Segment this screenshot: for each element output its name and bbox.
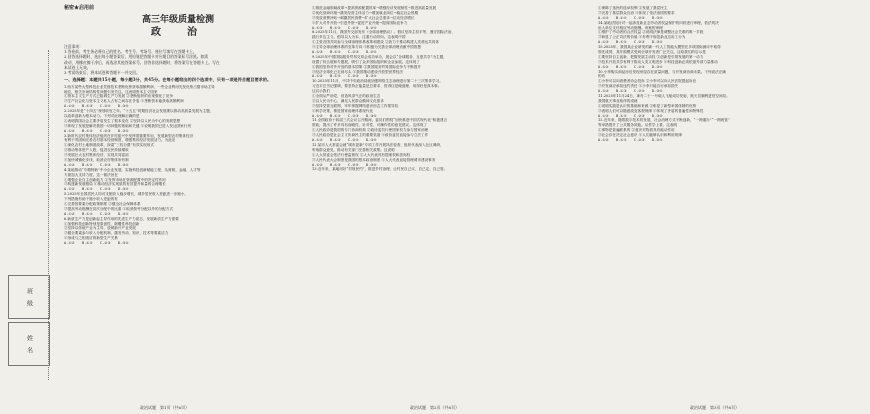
question-line: ①加强科技创新特别是原创性、颠覆性科技创新 (64, 221, 140, 226)
question-line: A.①② B.①④ C.②③ D.③④ (598, 113, 663, 118)
question-line: ④科学决策，推进国家治理体系现代化 (312, 108, 374, 113)
question-line: ①推进金融领域改革→提高资源配置效率→增强经济发展韧性→推进高质量发展 (312, 6, 437, 10)
question-line: 12.近年来，随着数字技术的发展，社会治理方式不断创新，“一网通办”“一网统管” (598, 118, 730, 123)
question-line: ①人民政协是我国的专门协商机构 ②政协委员行使国家权力参与国家治理 (312, 128, 429, 133)
question-line: ①表明我国社会主要矛盾发生了根本变化 ②坚持以人民为中心的发展思想 (64, 118, 181, 123)
question-line: ①主张各国共同参与全球治理体系改革和建设 ②致力于推动构建人类命运共同体 (312, 40, 439, 45)
column-3-questions (598, 6, 864, 143)
question-line: 下列措施有助于缩小收入差距的有 (64, 197, 118, 202)
question-line: A.①② B.①④ C.②③ D.③④ (598, 64, 663, 69)
question-line: 地位，相关市场结构性问题引发关注。这表明资本主义国家 (64, 89, 158, 94)
question-line: ③经济全球化已走到尽头 ④我国推动建设开放型世界经济 (312, 69, 403, 74)
question-line: A.①② B.①④ C.②③ D.③④ (598, 15, 663, 20)
question-line: A.①③ B.①④ C.②③ D.②④ (312, 50, 377, 55)
question-line: 听取群众意见，推动有关部门完善相关政策。这说明 (312, 147, 395, 152)
question-line: 方面加大支持力度。这一做法旨在 (64, 172, 118, 177)
column-2-questions (312, 6, 574, 172)
question-line: 5.2025年全国居民人均可支配收入稳步增长，城乡居民收入差距进一步缩小。 (64, 192, 188, 197)
question-line: ①人大常委会依法行使监督权 ②人大代表具有提案权和质询权 (312, 152, 411, 157)
question-line: ①小李可以向消费者协会投诉 ②小李可以向人民法院提起诉讼 (598, 79, 697, 84)
question-line: A.①② B.①④ C.②③ D.③④ (312, 113, 377, 118)
question-line: A.①② B.①④ C.②③ D.③④ (64, 162, 129, 167)
column-1-questions (64, 85, 292, 246)
notice-line: 本试卷上无效。 (64, 65, 91, 71)
question-line: 12.某市人大常委会就“城市更新”专项工作开展执法检查，组织代表深入社区调研， (312, 142, 444, 147)
question-line: 2.2025年是“十四五”规划收官之年。“十五五”时期经济社会发展要以推动高质量发展为主题， (64, 109, 214, 114)
question-line: ③社会存在决定社会意识 ④人们能够认识和利用规律 (598, 133, 682, 138)
question-line: ③彰显了公正司法的价值 ④有利于规范新业态用工行为 (598, 35, 686, 40)
question-line: A.①② B.①③ C.②④ D.③④ (598, 89, 663, 94)
question-line: 用人单位支付相应劳动报酬。该案的审理 (598, 25, 663, 30)
question-line: 习近平总书记强调，要坚持正能量是总要求、管得住是硬道理、用得好是真本事。 (312, 84, 442, 89)
question-line: ②坚持以传统产业为主导，放缓新兴产业发展 (64, 226, 136, 231)
section-title: 一、选择题：本题共15小题，每小题3分，共45分。在每小题给出的四个选项中，只有一项是符合题目要求的。 (64, 77, 272, 83)
question-line: ④扩大对外开放→引进外资→促进产业升级→提高国际竞争力 (312, 20, 408, 25)
footer-page-3: 政治试题 第3页（共6页） (690, 405, 740, 410)
question-line: A.①② B.①③ C.②④ D.③④ (312, 138, 377, 143)
question-line: ②推动集体资产入股，促进农民持续增收 (64, 148, 129, 153)
question-line: A.①② B.①④ C.②③ D.②④ (598, 138, 663, 143)
question-line: 6.新质生产力是创新起主导作用的先进生产力质态，发展新质生产力需要 (64, 216, 179, 221)
question-line: ③体现了发展是解决我国一切问题的基础和关键 ④说明我国已进入发达国家行列 (64, 123, 191, 128)
question-line: 的有 (598, 74, 606, 79)
question-line: 资政，提出了许多具有前瞻性、针对性、可操作性的意见建议。这体现了 (312, 123, 427, 128)
column-1 (64, 6, 292, 246)
question-line: A.①② B.①④ C.②③ D.③④ (64, 211, 129, 216)
column-2 (312, 6, 574, 172)
question-line: ①要坚持自主创新，把握发展主动权 ②创新是引领发展的第一动力 (598, 54, 704, 59)
question-line: ③人民代表大会制度是我国的根本政治制度 ④人大代表直接管理城市建设事务 (312, 157, 436, 162)
question-line: A.①② B.①④ C.②③ D.③④ (312, 74, 377, 79)
class-field[interactable] (8, 275, 50, 319)
question-line: ③提高劳动报酬在初次分配中的比重 ④取消按劳分配以外的分配方式 (64, 206, 173, 211)
question-line: ③发展壮大农村集体经济，实现共同富裕 (64, 153, 129, 158)
question-line: ④形成与之相适应的新型生产关系 (64, 236, 118, 241)
exam-title: 高三年级质量检测 (141, 14, 214, 25)
question-line: A.①② B.①④ C.②③ D.③④ (64, 241, 129, 246)
binding-margin (0, 0, 62, 414)
question-line: 以改革创新为根本动力。下列对此理解正确的是 (64, 114, 140, 118)
question-line: 这启示我们 (312, 89, 330, 94)
question-line: 10.小李购买商品房后发现房屋存在质量问题，与开发商协商未果。下列说法正确 (598, 69, 726, 74)
question-line: ③发放消费补贴→刺激居民消费→扩大社会总需求→拉动经济增长 (312, 15, 415, 20)
question-line: 有利于巩固和完善农村基本经营制度，增强集体经济发展活力。为此应 (64, 138, 176, 143)
question-line: A.①② B.①③ C.②④ D.③④ (312, 162, 377, 167)
question-line: 我国航天事业取得的成就 (598, 98, 638, 103)
question-line: ③开发商应承担违约责任 ④小李只能自行承担损失 (598, 84, 679, 89)
class-label: 班 级 (25, 288, 33, 306)
question-line: ①我国坚持对外开放的基本国策 ②我国服务贸易国际竞争力不断提升 (312, 64, 421, 69)
question-line: ③健全要素参与收入分配机制，激发劳动、知识、技术等要素活力 (64, 231, 169, 236)
question-line: ③表明人们可以随意改变客观规律 ④体现了矛盾的普遍性和特殊性 (598, 108, 704, 113)
question-line: A.①③ B.①④ C.②③ D.②④ (312, 25, 377, 30)
notice-line: 2.回答选择题时，选出每小题答案后，用铅笔把答题卡对应题目的答案标号涂黑。如需 (64, 54, 209, 60)
question-line: A.①② B.①④ C.②③ D.③④ (64, 128, 129, 133)
question-line: ③构建新发展格局 ④推动经济实现质的有效提升和量的合理增长 (64, 182, 166, 187)
question-line: 领先成绩，其开源模式受到全球开发者广泛关注。这给我们的启示是 (598, 50, 706, 55)
notice-line: 注意事项： (64, 43, 83, 49)
question-line: 践行多边主义、倡导以人为本、注重行动导向。这表明中国 (312, 35, 406, 40)
notices (64, 44, 292, 76)
name-label: 姓 名 (25, 335, 33, 353)
question-line: 4.某地推动“专精特新”中小企业发展，实施科技创新赋能工程，从财税、金融、人才等 (64, 167, 201, 172)
question-line: 9.2025年中国国际服务贸易交易会成功举办，展会以“全球服务，互惠共享”为主题， (312, 54, 447, 59)
question-line: 14.某地法院针对一起涉及新业态劳动者权益保护的纠纷进行审理，依法判决 (598, 20, 719, 25)
notice-line: 3.考试结束后，将本试卷和答题卡一并交回。 (64, 70, 140, 76)
question-line: ④加快城镇化步伐，取消农村集体所有制 (64, 158, 129, 163)
question-line: 11.全国政协十四届三次会议召开期间，委员们围绕“加快推进中国式现代化”积极建言 (312, 118, 448, 123)
question-line: 等举措提升了公共服务效能。从哲学上看，这表明 (598, 123, 678, 128)
question-line: ①维护了劳动者的合法权益 ②说明法律是调整社会关系的唯一手段 (598, 30, 704, 35)
question-line: 15.2025年，我国某企业研发的新一代人工智能大模型在多项国际测评中取得 (598, 45, 721, 50)
question-line: 8.2025年11月，我国外交部发布《全球治理倡议》。倡议坚持主权平等、遵守国际法治、 (312, 30, 455, 35)
question-line: ①资本主义生产方式已阻碍生产力发展 ②垄断组织的出现强化了竞争 (64, 94, 173, 99)
question-line: A.①② B.①④ C.②③ D.③④ (598, 40, 663, 45)
question-line: ③人民政协是社会主义协商民主的重要渠道 ④政协委员直接参与立法工作 (312, 133, 429, 138)
question-line: ②优化营商环境→激发经营主体活力→增加就业岗位→稳定社会预期 (312, 10, 419, 15)
question-line: ①事物是普遍联系的 ②意识对物质具有能动作用 (598, 128, 675, 133)
question-line: ②以人民为中心，满足人民群众精神文化需求 (312, 98, 384, 103)
footer-page-1: 政治试题 第1页（共6页） (140, 405, 190, 410)
subject-title: 政 治 (151, 26, 205, 38)
question-line: 设置了综合展和专题展，吸引了众多国际组织和企业参展。这体现了 (312, 59, 420, 64)
question-line: ①深化农村土地制度改革，探索“三权分置”有效实现形式 (64, 143, 154, 148)
question-line: A.①② B.①④ C.②③ D.③④ (64, 187, 129, 192)
question-line: ①保障了选民的选举权利 ②发展了基层民主 (598, 6, 668, 10)
question-line: 1.西方某些大型科技企业凭借技术垄断优势获取超额利润，一些企业利用先发优势占据市场主导 (64, 84, 215, 89)
question-line: A.①② B.①③ C.②④ D.③④ (64, 104, 129, 109)
question-line: ①全面从严治党，营造风清气正的政治生态 (312, 94, 381, 99)
secret-label: 秘密★启用前 (64, 5, 95, 11)
notice-line: 改动，用橡皮擦干净后，再选涂其他答案标号。回答非选择题时，将答案写在答题卡上。写在 (64, 59, 220, 65)
question-line: ①完善按要素分配政策制度 ②健全社会保障体系 (64, 202, 141, 207)
question-line: ③主导全球治理体系的变革方向 ④积极为完善全球治理贡献中国智慧 (312, 45, 421, 50)
question-line: 13.近年来，某地用好“村规民约”，推进乡村治理，让村民自己议、自己定、自己管。 (312, 167, 448, 172)
question-line: 3.新时代农村集体经济组织在乡村振兴中发挥着重要作用，发展新型农村集体经济 (64, 133, 194, 138)
column-3 (598, 6, 864, 143)
question-line: ③完善了基层群众自治 ④体现了依法治国的要求 (598, 10, 675, 15)
question-line: ①增强企业自主创新能力 ②发挥市场在资源配置中的决定性作用 (64, 177, 166, 182)
question-line: ①说明实践是认识的基础和来源 ②彰显了新型举国体制的优势 (598, 103, 697, 108)
question-line: 11.2025年11月24日，神舟二十一号载人飞船成功发射，航天员顺利进驻空间站。 (598, 94, 730, 99)
question-line: 10.2025年11月，中共中央政治局就加强网络生态治理进行第二十三次集体学习。 (312, 79, 443, 84)
question-line: ③生产社会化与资本主义私人占有之间存在矛盾 ④垄断资本能获取高额利润 (64, 99, 184, 104)
question-line: ③技术开放共享有利于推动人类文明进步 ④科技创新必须依靠外部力量推动 (598, 59, 718, 64)
footer-page-2: 政治试题 第2页（共6页） (410, 405, 460, 410)
question-line: ③坚持党管互联网，牢牢掌握网络意识形态工作领导权 (312, 103, 399, 108)
name-field[interactable] (8, 322, 50, 366)
notice-line: 1.答卷前，考生务必将自己的姓名、考生号、考场号、座位号填写在答题卡上。 (64, 48, 197, 54)
